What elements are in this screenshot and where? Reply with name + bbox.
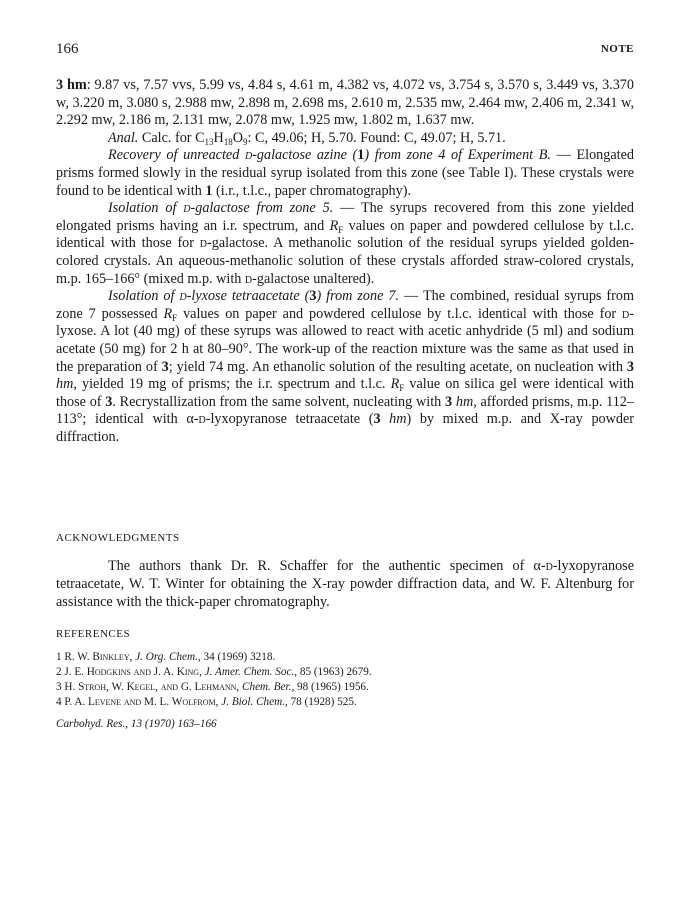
recovery-title-sc: d <box>244 147 253 164</box>
analysis-paragraph <box>56 130 634 148</box>
zone5-sc: d <box>199 235 208 252</box>
zone7-text-h: , afforded prisms, m.p. 112–113°; identical with α- <box>56 393 634 428</box>
body-text <box>56 77 634 446</box>
reference-item <box>56 650 634 665</box>
ack-sc: d <box>545 558 553 574</box>
zone7-title-b: -lyxose tetraacetate ( <box>186 288 310 305</box>
zone7-paragraph <box>56 288 634 446</box>
zone5-title <box>108 200 333 216</box>
zone5-sc2: d <box>244 270 253 287</box>
page-number: 166 <box>56 41 79 57</box>
zone7-text-i: -lyxopyranose tetraacetate ( <box>205 411 374 428</box>
zone5-rf: R <box>329 217 339 234</box>
journal-citation: Carbohyd. Res., 13 (1970) 163–166 <box>56 718 217 730</box>
zone7-title-sc: d <box>179 288 187 305</box>
zone7-hm3-num: 3 <box>373 411 381 428</box>
recovery-title-a: Recovery of unreacted <box>108 147 245 164</box>
ir-label: 3 hm <box>56 77 87 93</box>
ref-authors: J. E. Hodgkins and J. A. King, <box>64 666 205 678</box>
ref-num: 4 <box>56 696 62 708</box>
recovery-text-a: — Elongated prisms formed slowly in the residual syrup isolated from this zone (see Table I). These crystals were found to be identical with <box>56 147 634 199</box>
zone7-hm3: hm <box>389 411 407 428</box>
zone7-rf: R <box>163 305 173 322</box>
ref-authors: R. W. Binkley, <box>64 651 136 663</box>
ref-authors: H. Stroh, W. Kegel, and G. Lehmann, <box>64 681 243 693</box>
acknowledgments-heading: ACKNOWLEDGMENTS <box>56 532 180 544</box>
zone5-paragraph <box>56 200 634 288</box>
zone5-text-b: values on paper and powdered cellulose by t.l.c. identical with those for <box>56 217 634 252</box>
zone7-hm2: hm <box>455 393 474 410</box>
anal-sub-c: 13 <box>204 136 214 147</box>
ref-journal: J. Org. Chem. <box>135 651 198 663</box>
ref-details: , 98 (1965) 1956. <box>291 681 369 693</box>
anal-sub-h: 18 <box>223 136 233 147</box>
zone5-title-a: Isolation of <box>108 200 184 217</box>
zone7-text-c: -lyxose. A lot (40 mg) of these syrups was allowed to react with acetic anhydride (5 ml) and sodium acetate (50 mg) for 2 h at 80–90°. The work-up of the reaction mixture was the same as that used in the preparation of <box>56 305 635 375</box>
acknowledgments-text <box>56 557 634 611</box>
references-list <box>56 650 634 710</box>
zone5-text-d: -galactose unaltered). <box>252 270 375 287</box>
zone7-text-a: — The combined, residual syrups from zone 7 possessed <box>56 288 635 322</box>
ref-details: , 85 (1963) 2679. <box>294 666 372 678</box>
anal-h: H <box>213 129 224 146</box>
reference-item <box>56 665 634 680</box>
ref-journal: J. Amer. Chem. Soc. <box>204 666 295 678</box>
page-header <box>56 41 634 61</box>
ref-num: 2 <box>56 666 62 678</box>
ref-journal: J. Biol. Chem. <box>221 696 285 708</box>
anal-results: : C, 49.06; H, 5.70. Found: C, 49.07; H, 5.71. <box>247 129 506 146</box>
zone7-title-a: Isolation of <box>108 288 180 305</box>
zone5-text-c: -galactose. A methanolic solution of the residual syrups yielded golden-colored crystals. An aqueous-methanolic solution of these crystals afforded straw-colored crystals, m.p. 165–166° (mixed m.p. with <box>56 235 634 287</box>
zone5-rf-sub: F <box>338 224 344 235</box>
zone5-text-a: — The syrups recovered from this zone yielded elongated prisms having an i.r. spectrum, and <box>56 200 634 234</box>
ir-values: : 9.87 vs, 7.57 vvs, 5.99 vs, 4.84 s, 4.61 m, 4.382 vs, 4.072 vs, 3.754 s, 3.570 s, 3.449 vs, 3.370 w, 3.220 m, 3.080 s, 2.988 mw, 2.898 m, 2.698 ms, 2.610 m, 2.535 mw, 2.464 mw, 2.406 m, 2.341 w, 2.292 mw, 2.186 m, 2.131 mw, 2.078 mw, 1.925 mw, 1.802 m, 1.637 mw. <box>56 77 634 129</box>
zone7-rf2: R <box>390 376 400 393</box>
ref-num: 3 <box>56 681 62 693</box>
reference-item <box>56 695 634 710</box>
ref-num: 1 <box>56 651 62 663</box>
ref-details: , 34 (1969) 3218. <box>197 651 276 663</box>
zone7-sc2: d <box>198 411 206 428</box>
zone7-text-j: ) by mixed m.p. and X-ray powder diffraction. <box>56 411 634 445</box>
recovery-title <box>108 147 357 163</box>
zone7-num1: 3 <box>161 358 169 375</box>
recovery-text-b: (i.r., t.l.c., paper chromatography). <box>212 182 411 199</box>
ref-details: , 78 (1928) 525. <box>284 696 357 708</box>
zone7-sc: d <box>622 305 630 322</box>
recovery-title-num: 1 <box>357 147 365 164</box>
ack-text-b: -lyxopyranose tetraacetate, W. T. Winter for obtaining the X-ray powder diffraction data, and W. F. Altenburg for assistance with the thick-paper chromatography. <box>56 558 634 610</box>
zone7-text-b: values on paper and powdered cellulose by t.l.c. identical with those for <box>177 305 623 322</box>
zone7-hm1: hm <box>56 376 74 393</box>
ir-data-paragraph <box>56 77 634 130</box>
zone7-hm2-num: 3 <box>444 393 453 410</box>
zone7-text-f: value on silica gel were identical with those of <box>56 376 634 410</box>
running-head: NOTE <box>600 43 634 55</box>
zone7-num2: 3 <box>105 393 113 410</box>
zone5-title-sc: d <box>183 200 191 217</box>
zone5-title-b: -galactose from zone 5. <box>190 200 334 217</box>
recovery-paragraph <box>56 147 634 200</box>
reference-item <box>56 680 634 695</box>
ack-text-a: The authors thank Dr. R. Schaffer for the authentic specimen of α- <box>108 558 546 574</box>
zone7-title-num: 3 <box>309 288 317 305</box>
zone7-hm1-num: 3 <box>626 358 635 375</box>
zone7-title-c: ) from zone 7. <box>316 288 400 305</box>
zone7-title <box>108 288 309 304</box>
ref-journal: Chem. Ber. <box>242 681 292 693</box>
anal-calc: Calc. for C <box>138 129 205 146</box>
anal-label: Anal. <box>108 129 139 146</box>
recovery-title-c: ) from zone 4 of Experiment B. <box>364 147 551 164</box>
zone7-text-g: . Recrystallization from the same solvent, nucleating with <box>112 393 445 410</box>
zone7-text-e: , yielded 19 mg of prisms; the i.r. spectrum and t.l.c. <box>73 376 391 393</box>
recovery-title-b: -galactose azine ( <box>252 147 358 164</box>
references-heading: REFERENCES <box>56 628 131 640</box>
anal-sub-o: 9 <box>243 136 248 147</box>
zone7-text-d: ; yield 74 mg. An ethanolic solution of the resulting acetate, on nucleation with <box>168 358 627 375</box>
zone7-rf2-sub: F <box>399 383 405 394</box>
recovery-num: 1 <box>205 182 213 199</box>
ref-authors: P. A. Levene and M. L. Wolfrom, <box>64 696 222 708</box>
anal-o: O <box>232 129 244 146</box>
zone7-rf-sub: F <box>172 312 178 323</box>
